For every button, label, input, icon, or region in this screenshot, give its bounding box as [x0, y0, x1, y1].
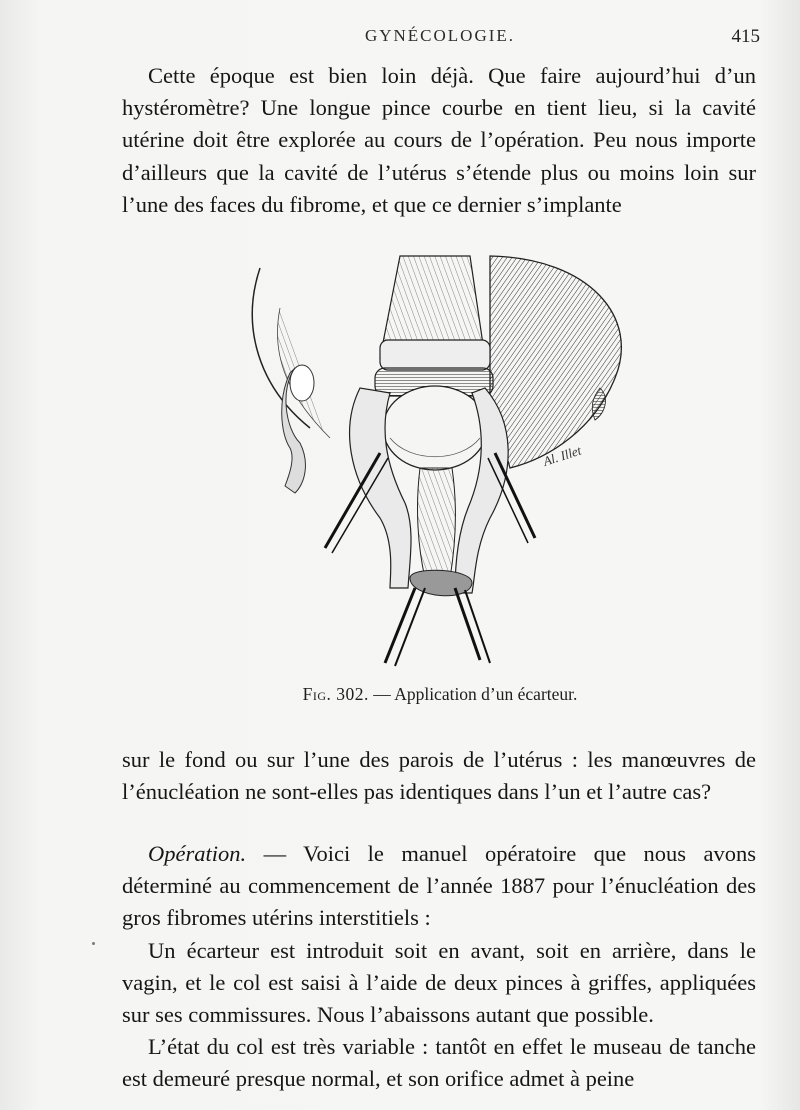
top-paragraph-block [122, 60, 756, 221]
operation-section [122, 838, 756, 1096]
middle-paragraph-block [122, 744, 756, 808]
paper-speck [92, 942, 95, 945]
figure-caption [120, 684, 760, 705]
paragraph-continuation: sur le fond ou sur l’une des parois de l’utérus : les manœuvres de l’énucléation ne sont-elles pas identiques dans l’un et l’autre cas? [122, 747, 756, 805]
caption-dash: — [368, 684, 395, 704]
figure-label: Fig. 302. [302, 684, 369, 704]
paragraph-etat-du-col: L’état du col est très variable : tantôt en effet le museau de tanche est demeuré presque normal, et son orifice admet à peine [122, 1034, 756, 1092]
paragraph-ecarteur: Un écarteur est introduit soit en avant, soit en arrière, dans le vagin, et le col est saisi à l’aide de deux pinces à griffes, appliquées sur ses commissures. Nous l’abaissons autant que possible. [122, 937, 756, 1028]
page-header [120, 26, 760, 52]
section-heading-operation: Opération. [148, 841, 247, 866]
caption-text: Application d’un écarteur. [394, 684, 578, 704]
page-number: 415 [731, 26, 760, 47]
paragraph-operation [122, 838, 756, 935]
speculum-engraving [240, 248, 630, 678]
engraver-signature: Al. Illet [541, 442, 584, 469]
operation-intro-text: — Voici le manuel opératoire que nous avons déterminé au commencement de l’année 1887 pour l’énucléation des gros fibromes utérins interstitiels : [122, 841, 756, 931]
figure-302-illustration [240, 248, 630, 678]
paragraph-hysterometre: Cette époque est bien loin déjà. Que faire aujourd’hui d’un hystéromètre? Une longue pince courbe en tient lieu, si la cavité utérine doit être explorée au cours de l’opération. Peu nous importe d’ailleurs que la cavité de l’utérus s’étende plus ou moins loin sur l’une des faces du fibrome, et que ce dernier s’implante [122, 63, 756, 217]
running-head: GYNÉCOLOGIE. [364, 26, 516, 45]
